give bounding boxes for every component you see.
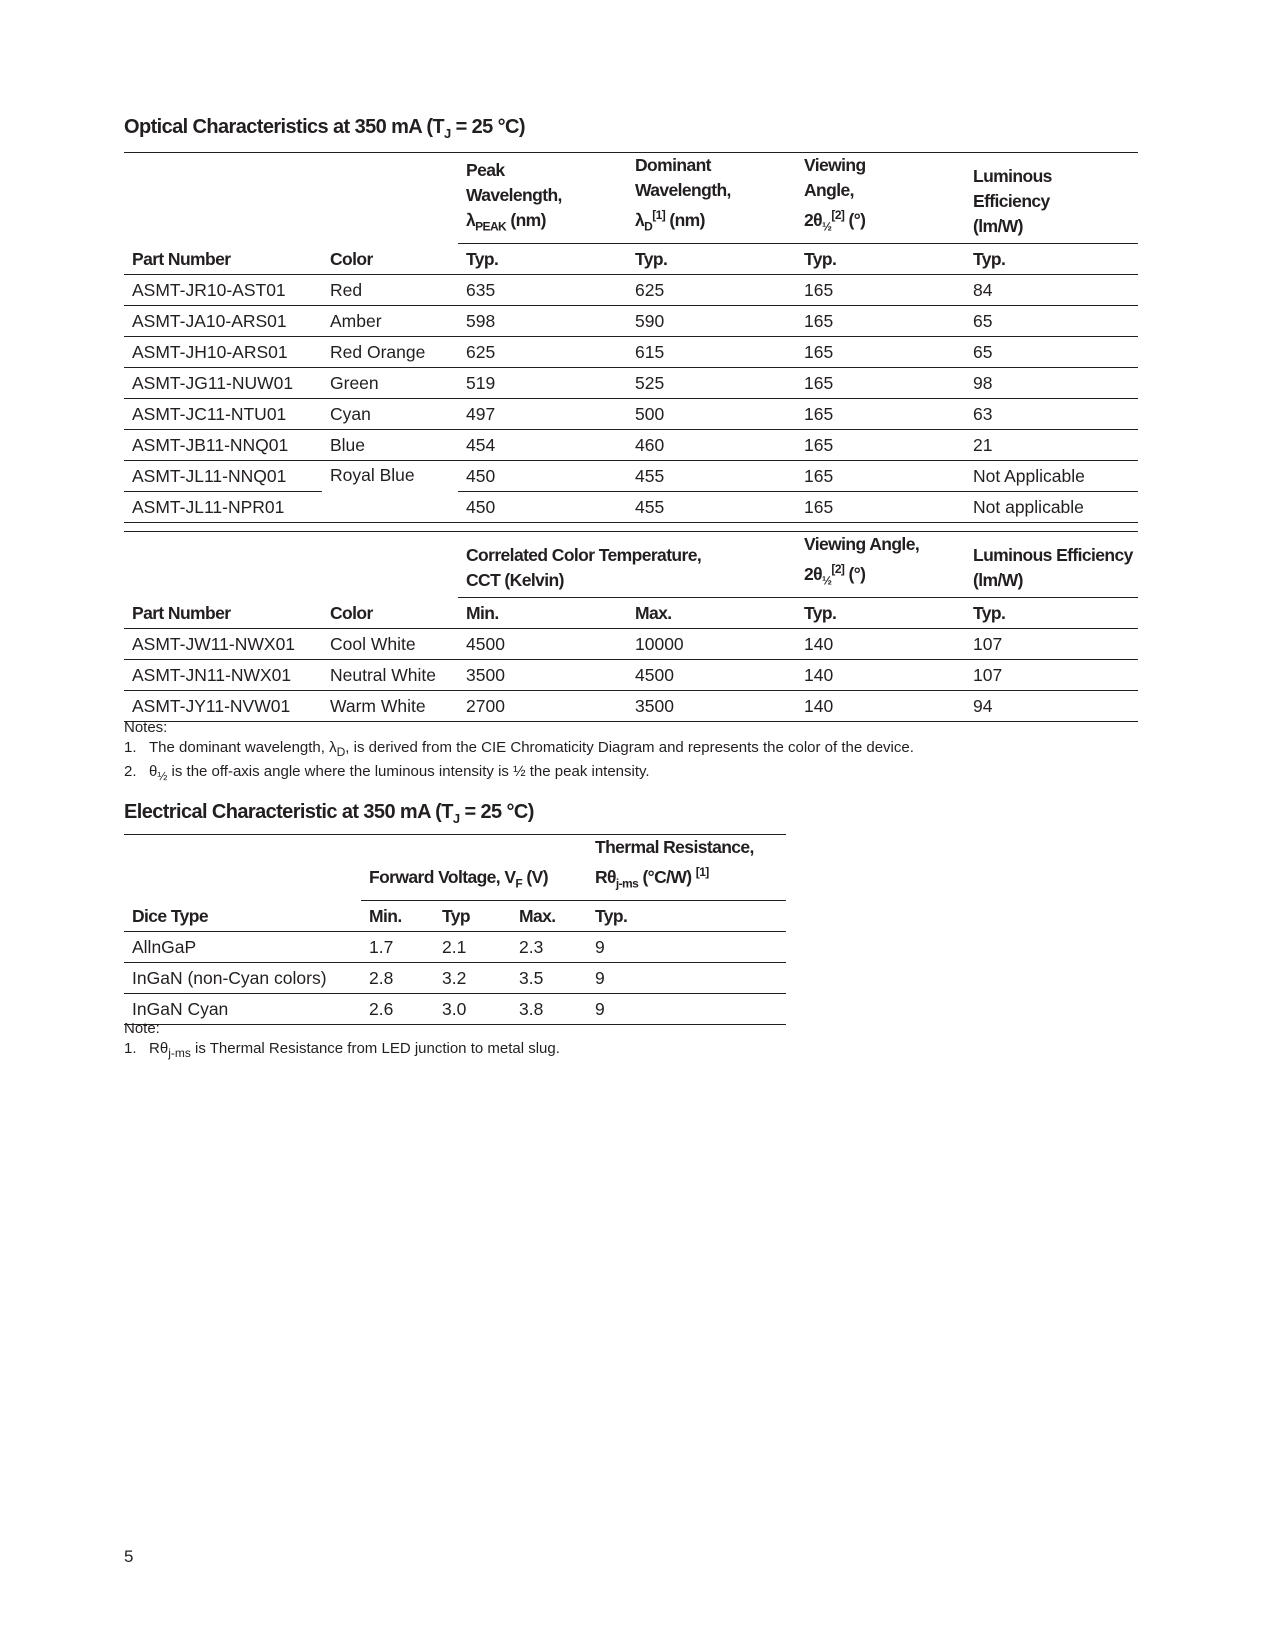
- cell: 1.7: [361, 932, 434, 963]
- cell: 165: [796, 306, 965, 337]
- cell: 65: [965, 337, 1138, 368]
- notes-heading: Notes:: [124, 719, 168, 736]
- blank-head: [124, 835, 361, 901]
- cell: 625: [458, 337, 627, 368]
- cell: ASMT-JN11-NWX01: [124, 660, 322, 691]
- luminous-efficiency-head: Luminous Efficiency (lm/W): [973, 545, 1133, 591]
- subhead-color: Color: [322, 244, 458, 275]
- cell: 63: [965, 399, 1138, 430]
- subhead-typ: Typ.: [965, 244, 1138, 275]
- cell: Not applicable: [965, 492, 1138, 523]
- subhead-typ: Typ.: [965, 598, 1138, 629]
- cell: ASMT-JC11-NTU01: [124, 399, 322, 430]
- cell: 625: [627, 275, 796, 306]
- viewing-angle-head: Viewing Angle, $2\theta_{\frac{1}{2}}[2]$ (°): [804, 155, 866, 234]
- cell: 9: [587, 932, 786, 963]
- table-row: [124, 275, 1138, 306]
- cell: 4500: [627, 660, 796, 691]
- subhead-part-number: Part Number: [124, 244, 322, 275]
- cell: Blue: [322, 430, 458, 461]
- cell: 140: [796, 629, 965, 660]
- note-heading: Note:: [124, 1020, 160, 1037]
- cell: 497: [458, 399, 627, 430]
- cell: 10000: [627, 629, 796, 660]
- cell: 165: [796, 337, 965, 368]
- forward-voltage-head: Forward Voltage, $V_F$ (V): [369, 866, 548, 891]
- thermal-resistance-head: Thermal Resistance, $R\theta_{j-ms}$ (°C/W) [1]: [595, 837, 754, 891]
- cell: 460: [627, 430, 796, 461]
- cell: 165: [796, 430, 965, 461]
- cell: 84: [965, 275, 1138, 306]
- cell: 2.6: [361, 994, 434, 1025]
- cell: 590: [627, 306, 796, 337]
- cell: 455: [627, 492, 796, 523]
- table-row: [124, 337, 1138, 368]
- cell: ASMT-JH10-ARS01: [124, 337, 322, 368]
- cell: 107: [965, 629, 1138, 660]
- cell: Red Orange: [322, 337, 458, 368]
- cell: Not Applicable: [965, 461, 1138, 492]
- optical-table: [124, 152, 1138, 523]
- cell: 165: [796, 461, 965, 492]
- page-number: 5: [124, 1547, 134, 1566]
- cell: 3.0: [434, 994, 511, 1025]
- subhead-max: Max.: [627, 598, 796, 629]
- cell: 140: [796, 691, 965, 722]
- viewing-angle-head: Viewing Angle, $2\theta_{\frac{1}{2}}[2]$ (°): [804, 534, 920, 588]
- cell: 450: [458, 492, 627, 523]
- cell: 165: [796, 368, 965, 399]
- dominant-wavelength-head: Dominant Wavelength, $\lambda_D[1]$ (nm): [635, 155, 731, 234]
- cell: 9: [587, 994, 786, 1025]
- cell: 2.8: [361, 963, 434, 994]
- cell: ASMT-JW11-NWX01: [124, 629, 322, 660]
- cell: 525: [627, 368, 796, 399]
- table-row: [124, 963, 786, 994]
- note-1: 1. $R\theta_{j-ms}$ is Thermal Resistance from LED junction to metal slug.: [124, 1040, 560, 1060]
- cell: 4500: [458, 629, 627, 660]
- cell: Green: [322, 368, 458, 399]
- cell: ASMT-JL11-NNQ01: [124, 461, 322, 492]
- table-row: [124, 430, 1138, 461]
- cell: 65: [965, 306, 1138, 337]
- cell: 140: [796, 660, 965, 691]
- subhead-dice-type: Dice Type: [124, 901, 361, 932]
- cell: 107: [965, 660, 1138, 691]
- cell: 450: [458, 461, 627, 492]
- peak-wavelength-head: Peak Wavelength, $\lambda_{PEAK}$ (nm): [466, 159, 562, 234]
- note-1: 1. The dominant wavelength, $\lambda_D$, is derived from the CIE Chromaticity Diagram and represents the color of the device.: [124, 739, 914, 759]
- blank-head: [124, 153, 322, 244]
- cell-royal-blue: Royal Blue: [322, 461, 458, 523]
- cell: 519: [458, 368, 627, 399]
- luminous-efficiency-head: Luminous Efficiency (lm/W): [973, 166, 1052, 237]
- cell: ASMT-JA10-ARS01: [124, 306, 322, 337]
- cell: 2.1: [434, 932, 511, 963]
- subhead-color: Color: [322, 598, 458, 629]
- cell: ASMT-JL11-NPR01: [124, 492, 322, 523]
- cell: 3500: [458, 660, 627, 691]
- optical-section-title: Optical Characteristics at 350 mA ($T_J = 25$ °C): [124, 116, 525, 141]
- note-2: 2. $\theta_{\frac{1}{2}}$ is the off-axis angle where the luminous intensity is ½ the peak intensity.: [124, 763, 650, 783]
- cell: 3.2: [434, 963, 511, 994]
- cell: AllnGaP: [124, 932, 361, 963]
- cell: 455: [627, 461, 796, 492]
- cct-head: Correlated Color Temperature, CCT (Kelvin): [466, 545, 702, 591]
- cell: Cool White: [322, 629, 458, 660]
- subhead-typ: Typ.: [587, 901, 786, 932]
- electrical-section-title: Electrical Characteristic at 350 mA ($T_J = 25$ °C): [124, 801, 534, 826]
- subhead-min: Min.: [361, 901, 434, 932]
- table-row: [124, 461, 1138, 492]
- table-row: [124, 660, 1138, 691]
- cell: 165: [796, 275, 965, 306]
- cell: 598: [458, 306, 627, 337]
- cell: ASMT-JY11-NVW01: [124, 691, 322, 722]
- subhead-max: Max.: [511, 901, 587, 932]
- white-led-table: [124, 531, 1138, 722]
- subhead-typ: Typ.: [627, 244, 796, 275]
- cell: Cyan: [322, 399, 458, 430]
- cell: 454: [458, 430, 627, 461]
- cell: 2700: [458, 691, 627, 722]
- electrical-table: [124, 834, 786, 1025]
- cell: 500: [627, 399, 796, 430]
- cell: 165: [796, 399, 965, 430]
- subhead-typ: Typ.: [458, 244, 627, 275]
- cell: ASMT-JR10-AST01: [124, 275, 322, 306]
- blank-head: [322, 153, 458, 244]
- table-row: [124, 629, 1138, 660]
- cell: 3.5: [511, 963, 587, 994]
- cell: ASMT-JB11-NNQ01: [124, 430, 322, 461]
- cell: 635: [458, 275, 627, 306]
- cell: 615: [627, 337, 796, 368]
- subhead-typ: Typ.: [796, 244, 965, 275]
- cell: Amber: [322, 306, 458, 337]
- table-row: [124, 492, 1138, 523]
- blank-head: [322, 532, 458, 598]
- cell: Warm White: [322, 691, 458, 722]
- cell: 94: [965, 691, 1138, 722]
- optical-notes: [124, 718, 914, 786]
- cell: 165: [796, 492, 965, 523]
- cell: 3.8: [511, 994, 587, 1025]
- cell: Neutral White: [322, 660, 458, 691]
- blank-head: [124, 532, 322, 598]
- cell: InGaN Cyan: [124, 994, 361, 1025]
- cell: 3500: [627, 691, 796, 722]
- cell: 21: [965, 430, 1138, 461]
- cell: 9: [587, 963, 786, 994]
- cell: InGaN (non-Cyan colors): [124, 963, 361, 994]
- table-row: [124, 399, 1138, 430]
- cell: Red: [322, 275, 458, 306]
- cell: ASMT-JG11-NUW01: [124, 368, 322, 399]
- electrical-notes: [124, 1019, 560, 1063]
- subhead-min: Min.: [458, 598, 627, 629]
- subhead-part-number: Part Number: [124, 598, 322, 629]
- cell: 2.3: [511, 932, 587, 963]
- subhead-typ: Typ: [434, 901, 511, 932]
- table-row: [124, 306, 1138, 337]
- table-row: [124, 368, 1138, 399]
- cell: 98: [965, 368, 1138, 399]
- table-row: [124, 932, 786, 963]
- subhead-typ: Typ.: [796, 598, 965, 629]
